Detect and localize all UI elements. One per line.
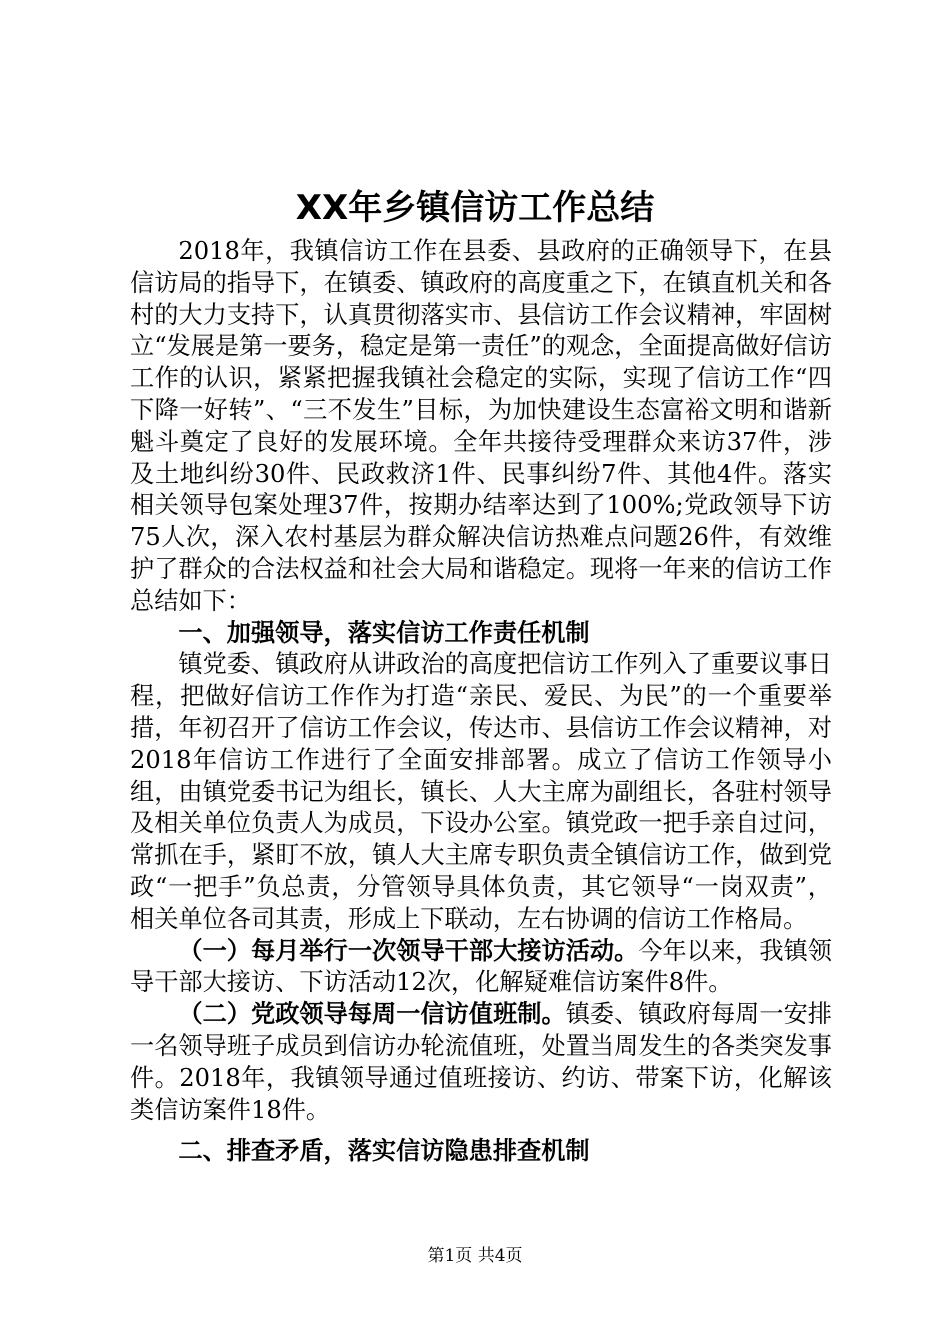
item-1-text: 今年以来，我镇领导干部大接访、下访活动12次，化解疑难信访案件8件。 (130, 936, 832, 997)
item-2-text: 镇委、镇政府每周一安排一名领导班子成员到信访办轮流值班，处置当周发生的各类突发事件。2018年，我镇领导通过值班接访、约访、带案下访，化解该类信访案件18件。 (130, 1000, 832, 1124)
item-1-paragraph (130, 936, 832, 1000)
item-2-lead: （二）党政领导每周一信访值班制。 (178, 1000, 566, 1029)
item-2-paragraph (130, 999, 832, 1126)
section-1-paragraph: 镇党委、镇政府从讲政治的高度把信访工作列入了重要议事日程，把做好信访工作作为打造“亲民、爱民、为民”的一个重要举措，年初召开了信访工作会议，传达市、县信访工作会议精神，对2018年信访工作进行了全面安排部署。成立了信访工作领导小组，由镇党委书记为组长，镇长、人大主席为副组长，各驻村领导及相关单位负责人为成员，下设办公室。镇党政一把手亲自过问，常抓在手，紧盯不放，镇人大主席专职负责全镇信访工作，做到党政“一把手”负总责，分管领导具体负责，其它领导“一岗双责”，相关单位各司其责，形成上下联动，左右协调的信访工作格局。 (130, 650, 832, 933)
intro-paragraph: 2018年，我镇信访工作在县委、县政府的正确领导下，在县信访局的指导下，在镇委、镇政府的高度重之下，在镇直机关和各村的大力支持下，认真贯彻落实市、县信访工作会议精神，牢固树立“发展是第一要务，稳定是第一责任”的观念，全面提高做好信访工作的认识，紧紧把握我镇社会稳定的实际，实现了信访工作“四下降一好转”、“三不发生”目标，为加快建设生态富裕文明和谐新魁斗奠定了良好的发展环境。全年共接待受理群众来访37件，涉及土地纠纷30件、民政救济1件、民事纠纷7件、其他4件。落实相关领导包案处理37件，按期办结率达到了100%;党政领导下访75人次，深入农村基层为群众解决信访热难点问题26件，有效维护了群众的合法权益和社会大局和谐稳定。现将一年来的信访工作总结如下： (130, 237, 832, 615)
item-1-lead: （一）每月举行一次领导干部大接访活动。 (178, 936, 639, 965)
section-2-heading: 二、排查矛盾，落实信访隐患排查机制 (178, 1137, 590, 1166)
document-body (130, 236, 832, 1168)
section-1-heading: 一、加强领导，落实信访工作责任机制 (178, 618, 590, 647)
document-title: XX年乡镇信访工作总结 (295, 188, 655, 228)
page-number-footer: 第1页 共4页 (427, 1246, 523, 1266)
